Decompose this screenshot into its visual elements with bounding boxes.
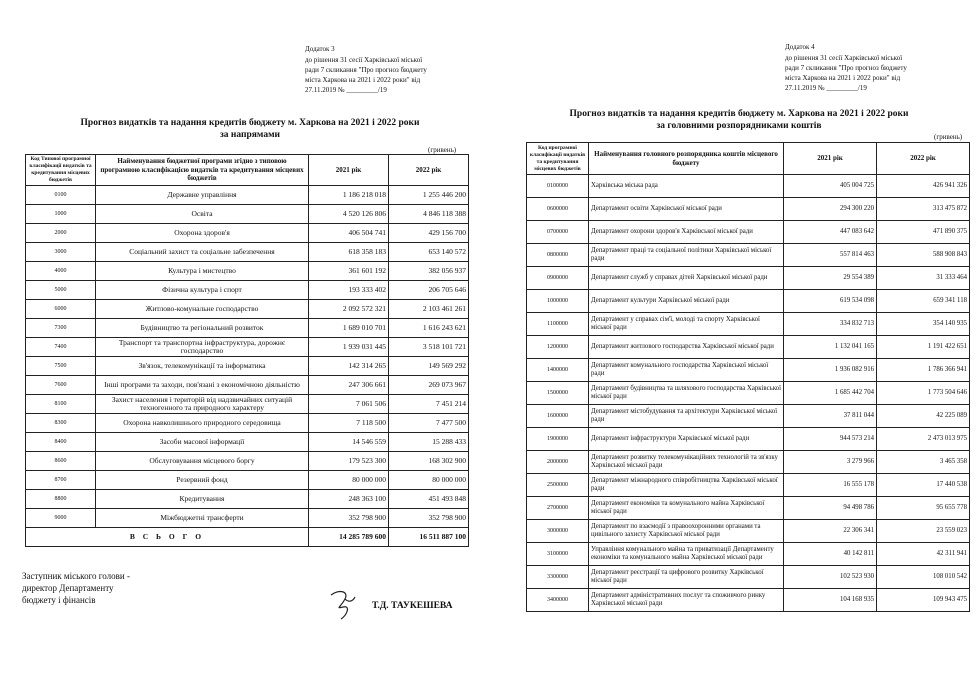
table-row bbox=[527, 451, 970, 474]
row-value-2022: 2 103 461 261 bbox=[389, 300, 469, 319]
table-row bbox=[26, 243, 469, 262]
row-value-2022: 42 225 089 bbox=[877, 405, 970, 428]
table-row bbox=[26, 224, 469, 243]
row-name: Інші програми та заходи, пов'язані з економічною діяльністю bbox=[96, 376, 309, 395]
row-value-2022: 3 518 101 721 bbox=[389, 338, 469, 357]
row-value-2021: 944 573 214 bbox=[784, 428, 877, 451]
row-value-2022: 109 943 475 bbox=[877, 589, 970, 612]
row-value-2022: 15 288 433 bbox=[389, 433, 469, 452]
row-value-2022: 352 798 900 bbox=[389, 509, 469, 528]
header-name: Найменування бюджетної програми згідно з типовою програмною класифікацією видатків та кредитування місцевих бюджетів bbox=[96, 155, 309, 186]
row-value-2022: 80 000 000 bbox=[389, 471, 469, 490]
table-row bbox=[26, 395, 469, 414]
table-row bbox=[527, 497, 970, 520]
row-value-2022: 313 475 872 bbox=[877, 198, 970, 221]
row-name: Управління комунального майна та приватизації Департаменту економіки та комунального майна Харківської міської ради bbox=[589, 543, 784, 566]
row-value-2021: 29 554 389 bbox=[784, 267, 877, 290]
row-value-2021: 1 186 218 018 bbox=[309, 186, 389, 205]
row-name: Кредитування bbox=[96, 490, 309, 509]
table-row bbox=[26, 338, 469, 357]
row-code: 5000 bbox=[26, 281, 96, 300]
row-name: Департамент охорони здоров'я Харківської міської ради bbox=[589, 221, 784, 244]
row-name: Міжбюджетні трансферти bbox=[96, 509, 309, 528]
total-row bbox=[26, 528, 469, 547]
row-value-2022: 7 477 500 bbox=[389, 414, 469, 433]
row-name: Департамент культури Харківської міської ради bbox=[589, 290, 784, 313]
table-row bbox=[26, 376, 469, 395]
row-name: Охорона здоров'я bbox=[96, 224, 309, 243]
addendum-4-note bbox=[785, 42, 907, 93]
addendum-line: міста Харкова на 2021 і 2022 роки" від bbox=[305, 76, 421, 84]
row-name: Департамент економіки та комунального майна Харківської міської ради bbox=[589, 497, 784, 520]
addendum-line: міста Харкова на 2021 і 2022 роки" від bbox=[785, 74, 901, 82]
row-code: 7500 bbox=[26, 357, 96, 376]
table-row bbox=[26, 186, 469, 205]
row-code: 7600 bbox=[26, 376, 96, 395]
row-value-2022: 149 569 292 bbox=[389, 357, 469, 376]
row-name: Департамент міжнародного співробітництва Харківської міської ради bbox=[589, 474, 784, 497]
row-name: Харківська міська рада bbox=[589, 175, 784, 198]
row-value-2022: 95 655 778 bbox=[877, 497, 970, 520]
budget-by-manager-table bbox=[526, 142, 970, 612]
row-value-2021: 94 498 786 bbox=[784, 497, 877, 520]
row-value-2021: 14 546 559 bbox=[309, 433, 389, 452]
row-value-2021: 557 814 463 bbox=[784, 244, 877, 267]
budget-by-function-table bbox=[25, 154, 469, 547]
row-code: 4000 bbox=[26, 262, 96, 281]
table-row bbox=[26, 262, 469, 281]
row-code: 3000000 bbox=[527, 520, 589, 543]
row-name: Освіта bbox=[96, 205, 309, 224]
row-name: Департамент реєстрації та цифрового розвитку Харківської міської ради bbox=[589, 566, 784, 589]
row-code: 8600 bbox=[26, 452, 96, 471]
row-code: 0100000 bbox=[527, 175, 589, 198]
row-value-2022: 206 705 646 bbox=[389, 281, 469, 300]
row-code: 8800 bbox=[26, 490, 96, 509]
addendum-line: ради 7 скликання "Про прогноз бюджету bbox=[305, 66, 427, 74]
row-name: Захист населення і територій від надзвичайних ситуацій техногенного та природного характеру bbox=[96, 395, 309, 414]
currency-unit: (гривень) bbox=[934, 133, 963, 141]
row-value-2022: 1 786 366 941 bbox=[877, 359, 970, 382]
row-value-2021: 2 092 572 321 bbox=[309, 300, 389, 319]
row-value-2021: 104 168 935 bbox=[784, 589, 877, 612]
row-value-2021: 1 685 442 704 bbox=[784, 382, 877, 405]
row-code: 0700000 bbox=[527, 221, 589, 244]
header-name: Найменування головного розпорядника коштів місцевого бюджету bbox=[589, 143, 784, 175]
addendum-line: 27.11.2019 № _________/19 bbox=[785, 84, 867, 92]
header-2021: 2021 рік bbox=[784, 143, 877, 175]
row-code: 0800000 bbox=[527, 244, 589, 267]
row-name: Департамент розвитку телекомунікаційних технологій та зв'язку Харківської міської ради bbox=[589, 451, 784, 474]
table-row bbox=[527, 175, 970, 198]
row-value-2022: 31 333 464 bbox=[877, 267, 970, 290]
row-value-2022: 426 941 326 bbox=[877, 175, 970, 198]
row-value-2021: 1 132 041 165 bbox=[784, 336, 877, 359]
row-name: Житлово-комунальне господарство bbox=[96, 300, 309, 319]
row-name: Департамент житлового господарства Харківської міської ради bbox=[589, 336, 784, 359]
row-value-2022: 7 451 214 bbox=[389, 395, 469, 414]
table-row bbox=[527, 543, 970, 566]
header-2022: 2022 рік bbox=[877, 143, 970, 175]
table-row bbox=[527, 405, 970, 428]
table-row bbox=[527, 589, 970, 612]
table-row bbox=[527, 244, 970, 267]
addendum-line: ради 7 скликання "Про прогноз бюджету bbox=[785, 64, 907, 72]
row-code: 0600000 bbox=[527, 198, 589, 221]
row-name: Департамент у справах сім'ї, молоді та спорту Харківської міської ради bbox=[589, 313, 784, 336]
table-row bbox=[26, 319, 469, 338]
row-value-2021: 447 083 642 bbox=[784, 221, 877, 244]
table-row bbox=[26, 433, 469, 452]
table-row bbox=[527, 198, 970, 221]
addendum-line: до рішення 31 сесії Харківської міської bbox=[785, 54, 903, 62]
header-code: Код Типової програмної класифікації видатків та кредитування місцевих бюджетів bbox=[26, 155, 96, 186]
row-name: Будівництво та регіональний розвиток bbox=[96, 319, 309, 338]
total-2021: 14 285 789 600 bbox=[309, 528, 389, 547]
table-row bbox=[26, 357, 469, 376]
row-name: Департамент інфраструктури Харківської міської ради bbox=[589, 428, 784, 451]
row-value-2021: 361 601 192 bbox=[309, 262, 389, 281]
row-value-2021: 294 300 220 bbox=[784, 198, 877, 221]
row-code: 3300000 bbox=[527, 566, 589, 589]
row-name: Департамент по взаємодії з правоохоронними органами та цивільного захисту Харківської міської ради bbox=[589, 520, 784, 543]
row-value-2022: 4 846 118 388 bbox=[389, 205, 469, 224]
table-row bbox=[26, 414, 469, 433]
row-value-2022: 2 473 013 975 bbox=[877, 428, 970, 451]
row-name: Департамент комунального господарства Харківської міської ради bbox=[589, 359, 784, 382]
row-name: Обслуговування місцевого боргу bbox=[96, 452, 309, 471]
row-code: 2500000 bbox=[527, 474, 589, 497]
row-code: 1500000 bbox=[527, 382, 589, 405]
row-value-2021: 7 061 506 bbox=[309, 395, 389, 414]
table-header-row bbox=[26, 155, 469, 186]
table-row bbox=[527, 359, 970, 382]
row-name: Культура і мистецтво bbox=[96, 262, 309, 281]
row-code: 1400000 bbox=[527, 359, 589, 382]
row-name: Зв'язок, телекомунікації та інформатика bbox=[96, 357, 309, 376]
row-value-2022: 354 140 935 bbox=[877, 313, 970, 336]
row-name: Транспорт та транспортна інфраструктура, дорожнє господарство bbox=[96, 338, 309, 357]
row-value-2021: 619 534 098 bbox=[784, 290, 877, 313]
row-code: 1200000 bbox=[527, 336, 589, 359]
row-value-2021: 179 523 300 bbox=[309, 452, 389, 471]
row-value-2021: 193 333 402 bbox=[309, 281, 389, 300]
addendum-3-note bbox=[305, 44, 427, 95]
row-value-2021: 7 118 500 bbox=[309, 414, 389, 433]
row-value-2022: 1 255 446 200 bbox=[389, 186, 469, 205]
table-row bbox=[26, 205, 469, 224]
row-value-2022: 3 465 358 bbox=[877, 451, 970, 474]
row-name: Фізична культура і спорт bbox=[96, 281, 309, 300]
row-value-2022: 1 616 243 621 bbox=[389, 319, 469, 338]
signatory-name: Т.Д. ТАУКЕШЕВА bbox=[372, 601, 453, 611]
row-code: 1000 bbox=[26, 205, 96, 224]
row-value-2022: 588 908 843 bbox=[877, 244, 970, 267]
table-row bbox=[527, 267, 970, 290]
row-code: 8700 bbox=[26, 471, 96, 490]
row-value-2022: 108 010 542 bbox=[877, 566, 970, 589]
addendum-line: до рішення 31 сесії Харківської міської bbox=[305, 56, 423, 64]
row-code: 7300 bbox=[26, 319, 96, 338]
table-row bbox=[527, 290, 970, 313]
row-value-2021: 37 811 044 bbox=[784, 405, 877, 428]
row-value-2021: 4 520 126 806 bbox=[309, 205, 389, 224]
signature-block: Заступник міського голови - директор Департаменту бюджету і фінансів bbox=[22, 571, 130, 605]
row-value-2021: 1 936 082 916 bbox=[784, 359, 877, 382]
table-row bbox=[527, 336, 970, 359]
right-document-title: Прогноз видатків та надання кредитів бюджету м. Харкова на 2021 і 2022 роки за головними розпорядниками коштів bbox=[569, 109, 909, 131]
table-row bbox=[527, 474, 970, 497]
header-code: Код програмної класифікації видатків та кредитування місцевих бюджетів bbox=[527, 143, 589, 175]
row-name: Департамент праці та соціальної політики Харківської міської ради bbox=[589, 244, 784, 267]
total-2022: 16 511 887 100 bbox=[389, 528, 469, 547]
row-name: Департамент освіти Харківської міської ради bbox=[589, 198, 784, 221]
table-row bbox=[527, 313, 970, 336]
row-name: Соціальний захист та соціальне забезпечення bbox=[96, 243, 309, 262]
row-value-2022: 42 311 941 bbox=[877, 543, 970, 566]
table-row bbox=[26, 452, 469, 471]
row-name: Департамент будівництва та шляхового господарства Харківської міської ради bbox=[589, 382, 784, 405]
row-code: 1000000 bbox=[527, 290, 589, 313]
row-value-2021: 3 279 966 bbox=[784, 451, 877, 474]
table-row bbox=[527, 520, 970, 543]
row-value-2022: 429 156 700 bbox=[389, 224, 469, 243]
row-name: Охорона навколишнього природного середовища bbox=[96, 414, 309, 433]
row-value-2022: 168 302 900 bbox=[389, 452, 469, 471]
row-code: 1900000 bbox=[527, 428, 589, 451]
row-name: Департамент адміністративних послуг та споживчого ринку Харківської міської ради bbox=[589, 589, 784, 612]
row-code: 6000 bbox=[26, 300, 96, 319]
left-document-title: Прогноз видатків та надання кредитів бюджету м. Харкова на 2021 і 2022 роки за напрямами bbox=[80, 118, 420, 140]
row-value-2022: 382 056 937 bbox=[389, 262, 469, 281]
row-code: 8300 bbox=[26, 414, 96, 433]
row-code: 9000 bbox=[26, 509, 96, 528]
currency-unit: (гривень) bbox=[428, 146, 457, 154]
row-code: 2000 bbox=[26, 224, 96, 243]
row-value-2021: 80 000 000 bbox=[309, 471, 389, 490]
row-value-2021: 406 504 741 bbox=[309, 224, 389, 243]
table-row bbox=[26, 471, 469, 490]
addendum-title: Додаток 3 bbox=[305, 45, 335, 53]
row-code: 2700000 bbox=[527, 497, 589, 520]
row-value-2021: 142 314 265 bbox=[309, 357, 389, 376]
row-code: 0900000 bbox=[527, 267, 589, 290]
header-2022: 2022 рік bbox=[389, 155, 469, 186]
row-value-2021: 618 358 183 bbox=[309, 243, 389, 262]
table-row bbox=[26, 300, 469, 319]
row-value-2022: 451 493 848 bbox=[389, 490, 469, 509]
row-value-2022: 17 440 538 bbox=[877, 474, 970, 497]
row-value-2022: 23 559 023 bbox=[877, 520, 970, 543]
row-name: Резервний фонд bbox=[96, 471, 309, 490]
addendum-title: Додаток 4 bbox=[785, 43, 815, 51]
table-row bbox=[527, 382, 970, 405]
row-code: 3000 bbox=[26, 243, 96, 262]
row-code: 2000000 bbox=[527, 451, 589, 474]
row-value-2022: 471 890 375 bbox=[877, 221, 970, 244]
row-name: Департамент містобудування та архітектури Харківської міської ради bbox=[589, 405, 784, 428]
row-name: Державне управління bbox=[96, 186, 309, 205]
row-value-2021: 248 363 100 bbox=[309, 490, 389, 509]
right-document-page bbox=[489, 0, 978, 684]
total-label: В С Ь О Г О bbox=[26, 528, 309, 547]
table-row bbox=[527, 221, 970, 244]
row-code: 8400 bbox=[26, 433, 96, 452]
table-row bbox=[527, 566, 970, 589]
row-value-2021: 1 689 010 701 bbox=[309, 319, 389, 338]
handwritten-signature bbox=[325, 585, 363, 623]
row-name: Департамент служб у справах дітей Харківської міської ради bbox=[589, 267, 784, 290]
row-value-2022: 1 191 422 651 bbox=[877, 336, 970, 359]
row-code: 8100 bbox=[26, 395, 96, 414]
row-value-2021: 334 832 713 bbox=[784, 313, 877, 336]
addendum-line: 27.11.2019 № _________/19 bbox=[305, 86, 387, 94]
row-value-2021: 1 939 031 445 bbox=[309, 338, 389, 357]
row-value-2021: 247 306 661 bbox=[309, 376, 389, 395]
header-2021: 2021 рік bbox=[309, 155, 389, 186]
row-value-2022: 1 773 504 646 bbox=[877, 382, 970, 405]
row-value-2021: 40 142 811 bbox=[784, 543, 877, 566]
row-name: Засоби масової інформації bbox=[96, 433, 309, 452]
table-row bbox=[26, 281, 469, 300]
row-code: 7400 bbox=[26, 338, 96, 357]
row-value-2022: 653 140 572 bbox=[389, 243, 469, 262]
row-code: 1100000 bbox=[527, 313, 589, 336]
row-code: 3100000 bbox=[527, 543, 589, 566]
table-row bbox=[26, 490, 469, 509]
row-value-2022: 659 341 118 bbox=[877, 290, 970, 313]
table-row bbox=[26, 509, 469, 528]
row-value-2021: 405 004 725 bbox=[784, 175, 877, 198]
row-value-2021: 102 523 930 bbox=[784, 566, 877, 589]
row-code: 3400000 bbox=[527, 589, 589, 612]
row-value-2021: 16 555 178 bbox=[784, 474, 877, 497]
table-row bbox=[527, 428, 970, 451]
row-code: 0100 bbox=[26, 186, 96, 205]
row-value-2021: 352 798 900 bbox=[309, 509, 389, 528]
row-value-2021: 22 306 341 bbox=[784, 520, 877, 543]
row-value-2022: 269 073 967 bbox=[389, 376, 469, 395]
row-code: 1600000 bbox=[527, 405, 589, 428]
table-header-row bbox=[527, 143, 970, 175]
